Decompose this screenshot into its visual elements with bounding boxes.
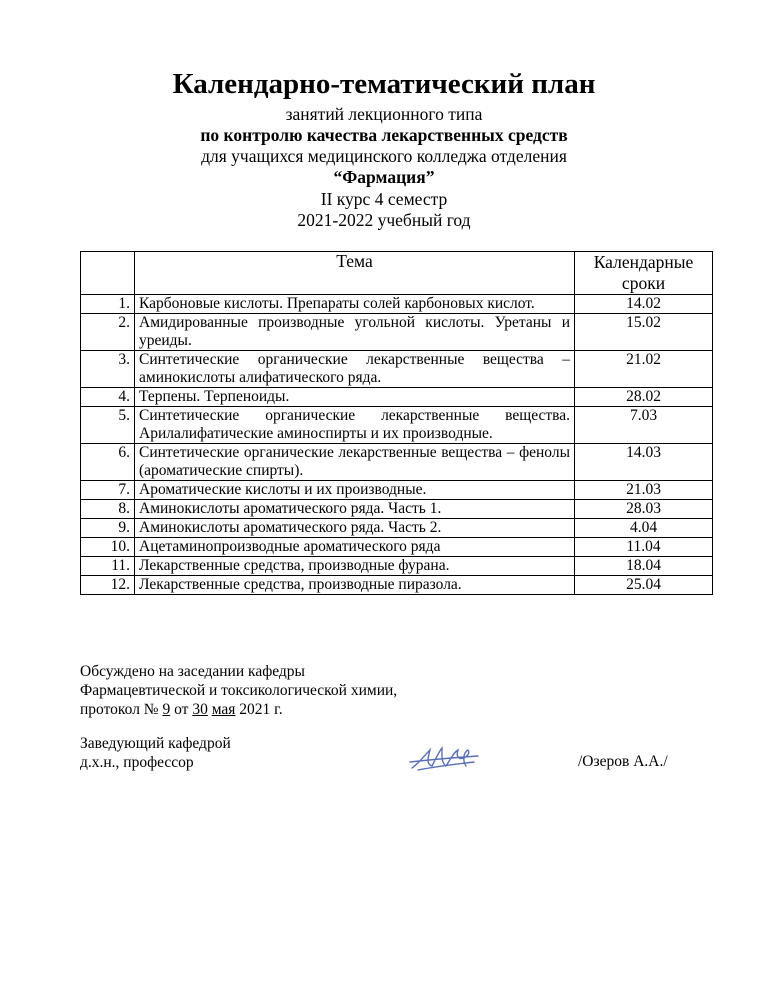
row-date: 21.03 bbox=[575, 481, 713, 500]
row-number: 3. bbox=[81, 351, 135, 388]
row-topic: Лекарственные средства, производные фурана. bbox=[135, 557, 575, 576]
signature-image bbox=[408, 744, 480, 774]
table-row bbox=[81, 388, 713, 407]
protocol-year: 2021 г. bbox=[239, 701, 283, 718]
discussed-line: Обсуждено на заседании кафедры bbox=[80, 663, 305, 680]
subtitle-lecture-type: занятий лекционного типа bbox=[285, 104, 483, 124]
row-number: 8. bbox=[81, 500, 135, 519]
table-row bbox=[81, 538, 713, 557]
protocol-line bbox=[80, 700, 397, 719]
protocol-prefix: протокол № bbox=[80, 701, 159, 718]
row-topic: Аминокислоты ароматического ряда. Часть 2. bbox=[135, 519, 575, 538]
row-topic: Ацетаминопроизводные ароматического ряда bbox=[135, 538, 575, 557]
header-topic: Тема bbox=[135, 252, 575, 295]
header-number bbox=[81, 252, 135, 295]
row-number: 7. bbox=[81, 481, 135, 500]
row-date: 18.04 bbox=[575, 557, 713, 576]
document-title: Календарно-тематический план bbox=[172, 68, 596, 100]
row-topic: Аминокислоты ароматического ряда. Часть 1. bbox=[135, 500, 575, 519]
table-row bbox=[81, 295, 713, 314]
protocol-from: от bbox=[174, 701, 189, 718]
row-topic: Карбоновые кислоты. Препараты солей карбоновых кислот. bbox=[135, 295, 575, 314]
head-name: /Озеров А.А./ bbox=[578, 753, 668, 770]
table-row bbox=[81, 519, 713, 538]
signatory-block bbox=[80, 734, 231, 772]
row-date: 4.04 bbox=[575, 519, 713, 538]
table-header-row bbox=[81, 252, 713, 295]
row-date: 25.04 bbox=[575, 576, 713, 595]
row-topic: Лекарственные средства, производные пиразола. bbox=[135, 576, 575, 595]
head-degree: д.х.н., профессор bbox=[80, 754, 194, 771]
row-date: 28.02 bbox=[575, 388, 713, 407]
department-line: Фармацевтической и токсикологической химии, bbox=[80, 682, 398, 699]
row-number: 9. bbox=[81, 519, 135, 538]
table-row bbox=[81, 314, 713, 351]
plan-table bbox=[80, 251, 713, 595]
table-row bbox=[81, 576, 713, 595]
row-number: 11. bbox=[81, 557, 135, 576]
table-row bbox=[81, 500, 713, 519]
row-number: 6. bbox=[81, 444, 135, 481]
row-date: 15.02 bbox=[575, 314, 713, 351]
row-topic: Амидированные производные угольной кислоты. Уретаны и уреиды. bbox=[135, 314, 575, 351]
row-date: 28.03 bbox=[575, 500, 713, 519]
header-dates bbox=[575, 252, 713, 295]
table-row bbox=[81, 557, 713, 576]
table-body bbox=[81, 295, 713, 595]
table-row bbox=[81, 351, 713, 388]
row-number: 12. bbox=[81, 576, 135, 595]
row-number: 10. bbox=[81, 538, 135, 557]
header-dates-line2: сроки bbox=[621, 273, 666, 293]
row-number: 1. bbox=[81, 295, 135, 314]
row-number: 5. bbox=[81, 407, 135, 444]
subtitle-year: 2021-2022 учебный год bbox=[297, 210, 471, 230]
subtitle-subject: по контролю качества лекарственных средств bbox=[200, 125, 568, 145]
row-topic: Ароматические кислоты и их производные. bbox=[135, 481, 575, 500]
row-number: 2. bbox=[81, 314, 135, 351]
row-date: 7.03 bbox=[575, 407, 713, 444]
row-topic: Терпены. Терпеноиды. bbox=[135, 388, 575, 407]
row-topic: Синтетические органические лекарственные вещества – аминокислоты алифатического ряда. bbox=[135, 351, 575, 388]
header-dates-line1: Календарные bbox=[593, 252, 694, 272]
table-row bbox=[81, 444, 713, 481]
subtitle-department: “Фармация” bbox=[333, 167, 435, 187]
row-date: 14.02 bbox=[575, 295, 713, 314]
protocol-number: 9 bbox=[162, 701, 171, 718]
head-title: Заведующий кафедрой bbox=[80, 735, 231, 752]
row-number: 4. bbox=[81, 388, 135, 407]
protocol-day: 30 bbox=[192, 701, 208, 718]
protocol-month: мая bbox=[211, 701, 236, 718]
table-row bbox=[81, 407, 713, 444]
row-topic: Синтетические органические лекарственные вещества – фенолы (ароматические спирты). bbox=[135, 444, 575, 481]
approval-block bbox=[80, 662, 397, 719]
row-date: 21.02 bbox=[575, 351, 713, 388]
subtitle-audience: для учащихся медицинского колледжа отделения bbox=[201, 146, 567, 166]
row-date: 14.03 bbox=[575, 444, 713, 481]
table-row bbox=[81, 481, 713, 500]
row-topic: Синтетические органические лекарственные вещества. Арилалифатические аминоспирты и их производные. bbox=[135, 407, 575, 444]
row-date: 11.04 bbox=[575, 538, 713, 557]
subtitle-course: II курс 4 семестр bbox=[320, 189, 448, 209]
